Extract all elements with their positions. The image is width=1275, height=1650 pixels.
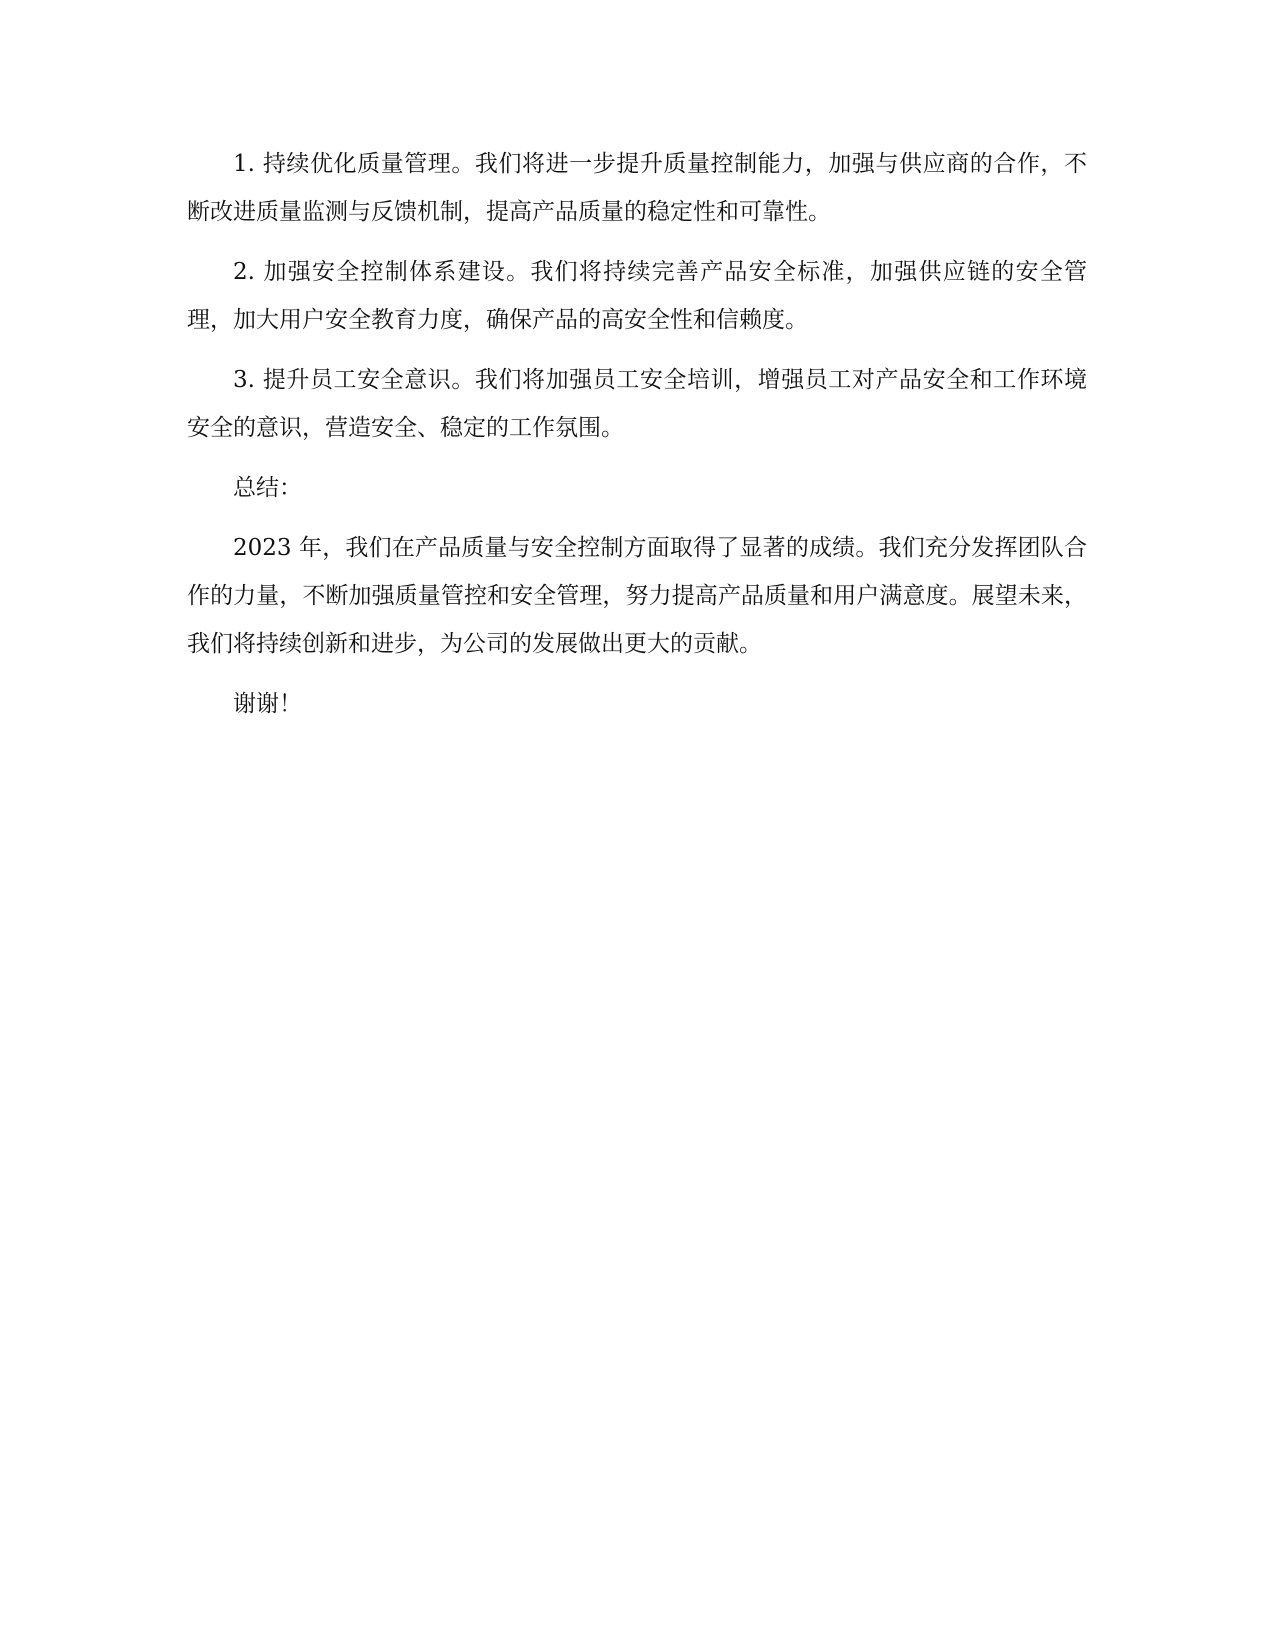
plan-item-quality: 1. 持续优化质量管理。我们将进一步提升质量控制能力，加强与供应商的合作，不断改进质量监测与反馈机制，提高产品质量的稳定性和可靠性。: [187, 151, 1087, 225]
summary-heading: 总结：: [233, 475, 302, 501]
summary-paragraph: 2023 年，我们在产品质量与安全控制方面取得了显著的成绩。我们充分发挥团队合作的力量，不断加强质量管控和安全管理，努力提高产品质量和用户满意度。展望未来，我们将持续创新和进步，为公司的发展做出更大的贡献。: [187, 535, 1087, 657]
plan-item-safety-system: 2. 加强安全控制体系建设。我们将持续完善产品安全标准，加强供应链的安全管理，加大用户安全教育力度，确保产品的高安全性和信赖度。: [187, 259, 1087, 333]
plan-item-staff-awareness: 3. 提升员工安全意识。我们将加强员工安全培训，增强员工对产品安全和工作环境安全的意识，营造安全、稳定的工作氛围。: [187, 367, 1087, 441]
document-body: [187, 140, 1087, 740]
closing-thanks: 谢谢！: [233, 691, 302, 717]
